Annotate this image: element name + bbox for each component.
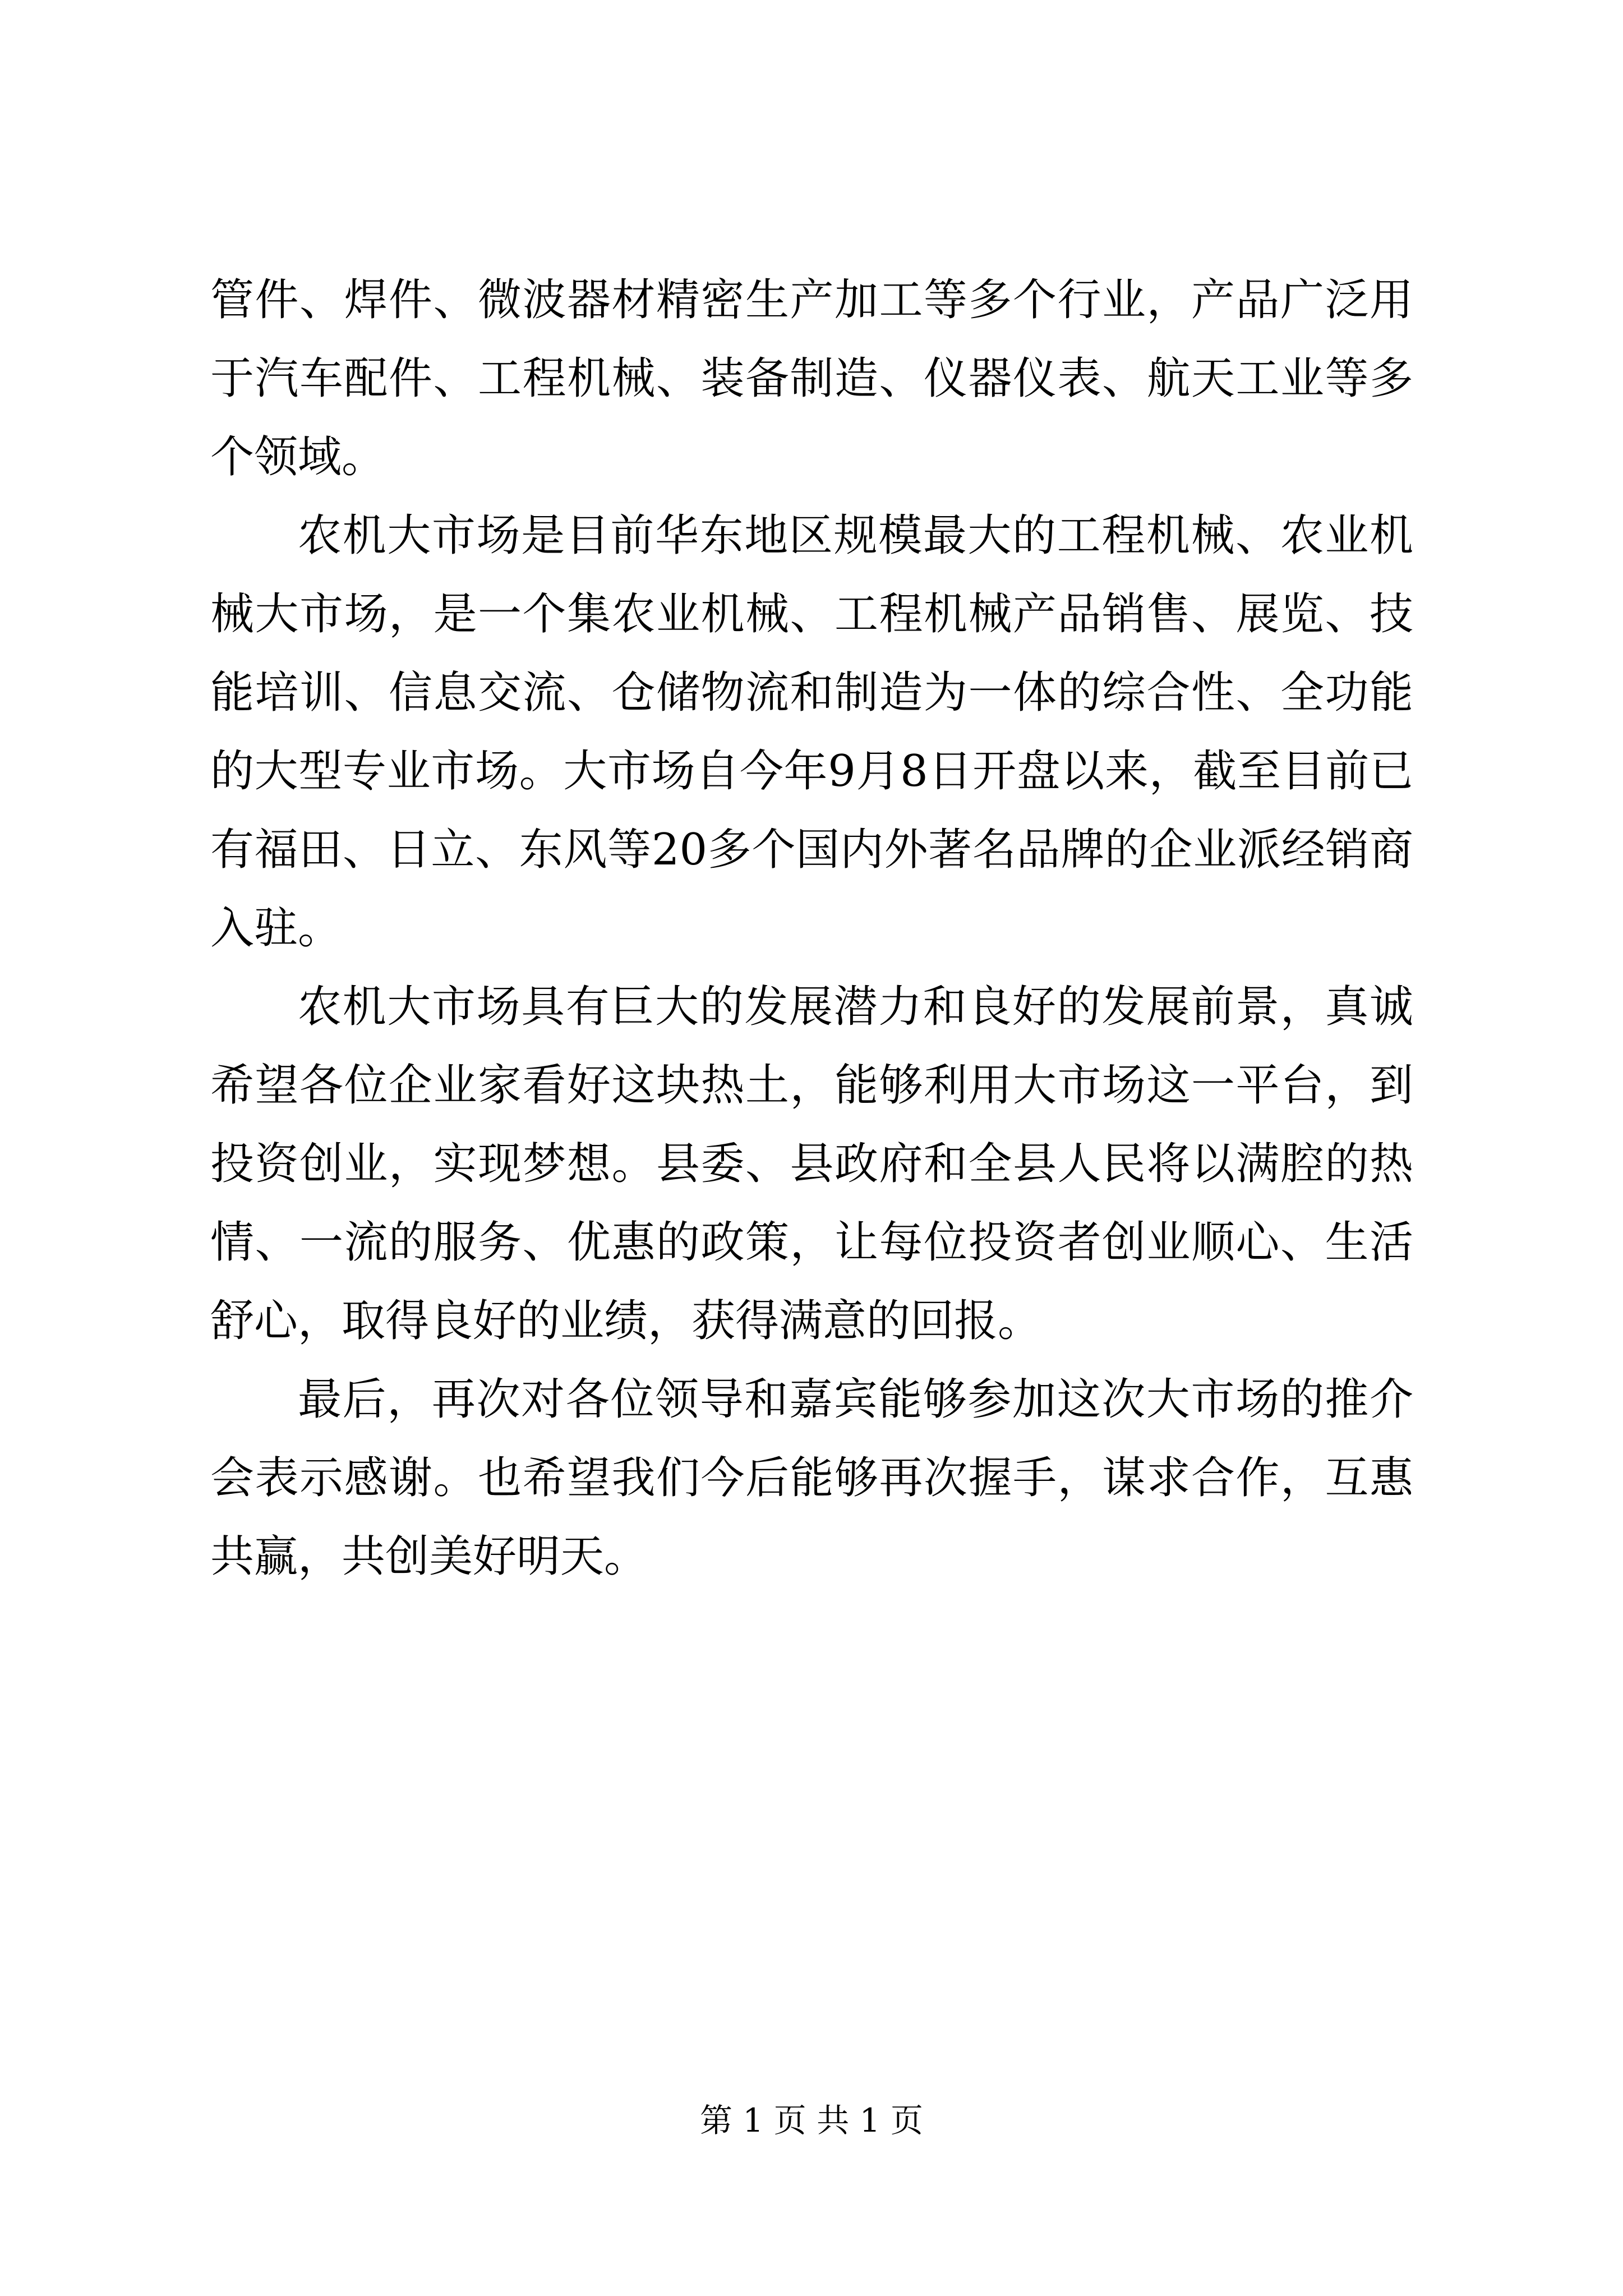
paragraph-closing: 最后，再次对各位领导和嘉宾能够参加这次大市场的推介会表示感谢。也希望我们今后能够再次握手，谋求合作，互惠共赢，共创美好明天。 <box>210 1374 1413 1582</box>
document-body <box>210 261 1413 1596</box>
paragraph-continuation: 管件、焊件、微波器材精密生产加工等多个行业，产品广泛用于汽车配件、工程机械、装备制造、仪器仪表、航天工业等多个领域。 <box>210 275 1413 482</box>
paragraph-market-prospect: 农机大市场具有巨大的发展潜力和良好的发展前景，真诚希望各位企业家看好这块热土，能够利用大市场这一平台，到投资创业，实现梦想。县委、县政府和全县人民将以满腔的热情、一流的服务、优惠的政策，让每位投资者创业顺心、生活舒心，取得良好的业绩，获得满意的回报。 <box>210 982 1413 1346</box>
paragraph-market-intro: 农机大市场是目前华东地区规模最大的工程机械、农业机械大市场，是一个集农业机械、工程机械产品销售、展览、技能培训、信息交流、仓储物流和制造为一体的综合性、全功能的大型专业市场。大市场自今年9月8日开盘以来，截至目前已有福田、日立、东风等20多个国内外著名品牌的企业派经销商入驻。 <box>210 510 1413 954</box>
page-footer: 第 1 页 共 1 页 <box>700 2101 923 2139</box>
